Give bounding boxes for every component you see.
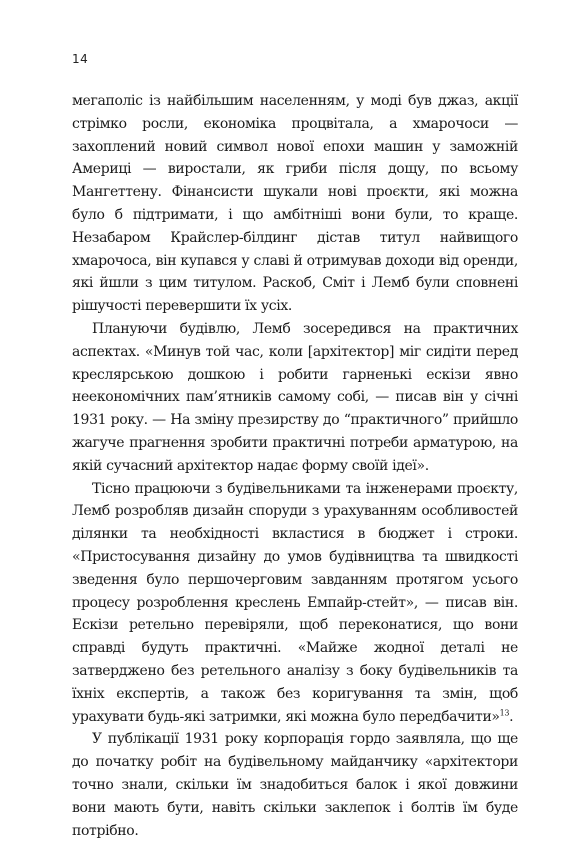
paragraph-3: Тісно працюючи з будівельниками та інженерами проєкту, Лемб розробляв дизайн споруди з урахуванням особливостей ділянки та необхідності вкластися в бюджет і строки. «Пристосування дизайну до умов будівництва та швидкості зведення було першочерговим завданням протягом усього процесу розроблення креслень Емпайр-стейт», — писав він. Ескізи ретельно перевіряли, щоб переконатися, що вони справді будуть практичні. «Майже жодної деталі не затверджено без ретельного аналізу з боку будівельників та їхніх експертів, а також без коригування та змін, щоб урахувати будь-які затримки, які можна було передбачити»$^{13}$. xyxy=(72,480,518,725)
paragraph-2-text: Плануючи будівлю, Лемб зосередився на практичних аспектах. «Минув той час, коли [архітектор] міг сидіти перед креслярською дошкою і робити гарненькі ескізи явно неекономічних пам’ятників самому собі, — писав він у січні 1931 року. — На зміну презирству до “практичного” прийшло жагуче прагнення зробити практичні потреби арматурою, на якій сучасний архітектор надає форму своїй ідеї». xyxy=(72,320,518,474)
paragraph-4-text: У публікації 1931 року корпорація гордо заявляла, що ще до початку робіт на будівельному майданчику «архітектори точно знали, скільки їм знадобиться балок і якої довжини вони мають бути, навіть скільки заклепок і болтів їм буде потрібно. xyxy=(72,731,518,839)
paragraph-1 xyxy=(72,90,518,318)
paragraph-4 xyxy=(72,728,518,842)
paragraph-3-text: Тісно працюючи з будівельниками та інженерами проєкту, Лемб розробляв дизайн споруди з урахуванням особливостей ділянки та необхідності вкластися в бюджет і строки. «Пристосування дизайну до умов будівництва та швидкості зведення було першочерговим завданням протягом усього процесу розроблення креслень Емпайр-стейт», — писав він. Ескізи ретельно перевіряли, щоб переконатися, що вони справді будуть практичні. «Майже жодної деталі не затверджено без ретельного аналізу з боку будівельників та їхніх експертів, а також без коригування та змін, щоб урахувати будь-які затримки, які можна було передбачити» xyxy=(72,480,518,725)
page-number: 14 xyxy=(72,52,89,66)
paragraph-1-text: мегаполіс із найбільшим населенням, у моді був джаз, акції стрімко росли, економіка процвітала, а хмарочоси — захоплений новий символ нової епохи машин у заможній Америці — виростали, як гриби після дощу, по всьому Мангеттену. Фінансисти шукали нові проєкти, які можна було б підтримати, і що амбітніші вони були, то краще. Незабаром Крайслер-білдинг дістав титул найвищого хмарочоса, він купався у славі й отримував доходи від оренди, які йшли з цим титулом. Раскоб, Сміт і Лемб були сповнені рішучості перевершити їх усіх. xyxy=(72,93,518,315)
body-text xyxy=(72,90,518,842)
paragraph-2 xyxy=(72,318,518,478)
footnote-ref-13: 13 xyxy=(499,707,510,717)
